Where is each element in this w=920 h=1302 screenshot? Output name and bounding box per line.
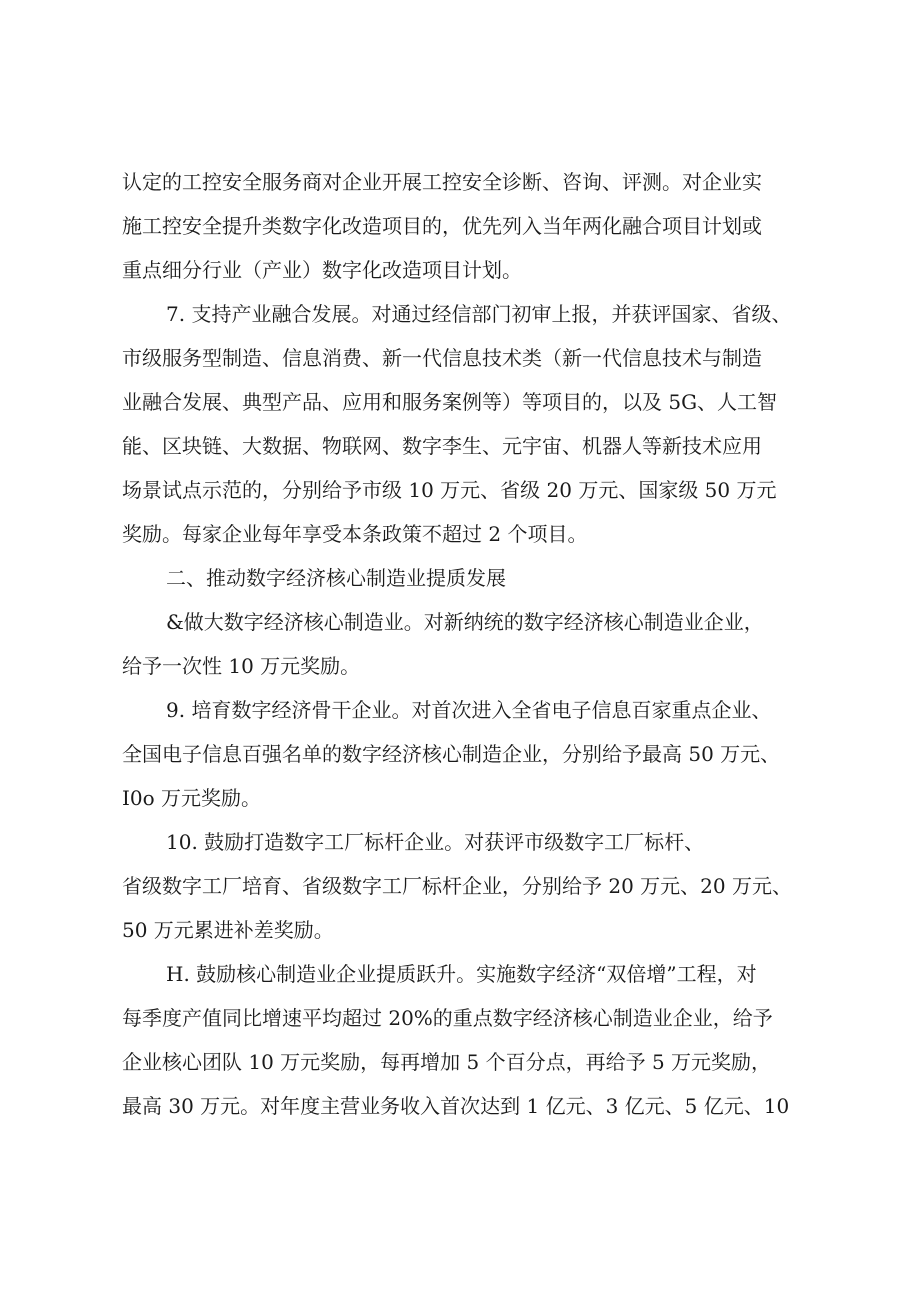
text-line: 9. 培育数字经济骨干企业。对首次进入全省电子信息百家重点企业、 bbox=[166, 698, 772, 722]
text-line: H. 鼓励核心制造业企业提质跃升。实施数字经济“双倍增”工程，对 bbox=[166, 962, 757, 986]
text-line: 全国电子信息百强名单的数字经济核心制造企业，分别给予最高 50 万元、 bbox=[122, 742, 781, 766]
section-heading: 二、推动数字经济核心制造业提质发展 bbox=[166, 566, 506, 590]
text-line: 每季度产值同比增速平均超过 20%的重点数字经济核心制造业企业，给予 bbox=[122, 1006, 773, 1030]
text-line: 场景试点示范的，分别给予市级 10 万元、省级 20 万元、国家级 50 万元 bbox=[122, 478, 777, 502]
text-line: 业融合发展、典型产品、应用和服务案例等）等项目的，以及 5G、人工智 bbox=[122, 390, 778, 414]
text-line: 7. 支持产业融合发展。对通过经信部门初审上报，并获评国家、省级、 bbox=[166, 302, 792, 326]
text-line: 给予一次性 10 万元奖励。 bbox=[122, 654, 361, 678]
text-line: 10. 鼓励打造数字工厂标杆企业。对获评市级数字工厂标杆、 bbox=[166, 830, 705, 854]
text-line: 施工控安全提升类数字化改造项目的，优先列入当年两化融合项目计划或 bbox=[122, 214, 762, 238]
text-line: 最高 30 万元。对年度主营业务收入首次达到 1 亿元、3 亿元、5 亿元、10 bbox=[122, 1094, 790, 1118]
text-line: I0o 万元奖励。 bbox=[122, 786, 262, 810]
text-line: 认定的工控安全服务商对企业开展工控安全诊断、咨询、评测。对企业实 bbox=[122, 170, 762, 194]
text-line: 市级服务型制造、信息消费、新一代信息技术类（新一代信息技术与制造 bbox=[122, 346, 762, 370]
text-line: 奖励。每家企业每年享受本条政策不超过 2 个项目。 bbox=[122, 522, 588, 546]
text-line: 重点细分行业（产业）数字化改造项目计划。 bbox=[122, 258, 522, 282]
text-line: 省级数字工厂培育、省级数字工厂标杆企业，分别给予 20 万元、20 万元、 bbox=[122, 874, 792, 898]
text-line: 50 万元累进补差奖励。 bbox=[122, 918, 334, 942]
text-line: 能、区块链、大数据、物联网、数字李生、元宇宙、机器人等新技术应用 bbox=[122, 434, 762, 458]
text-line: &做大数字经济核心制造业。对新纳统的数字经济核心制造业企业， bbox=[166, 610, 764, 634]
text-line: 企业核心团队 10 万元奖励，每再增加 5 个百分点，再给予 5 万元奖励， bbox=[122, 1050, 772, 1074]
